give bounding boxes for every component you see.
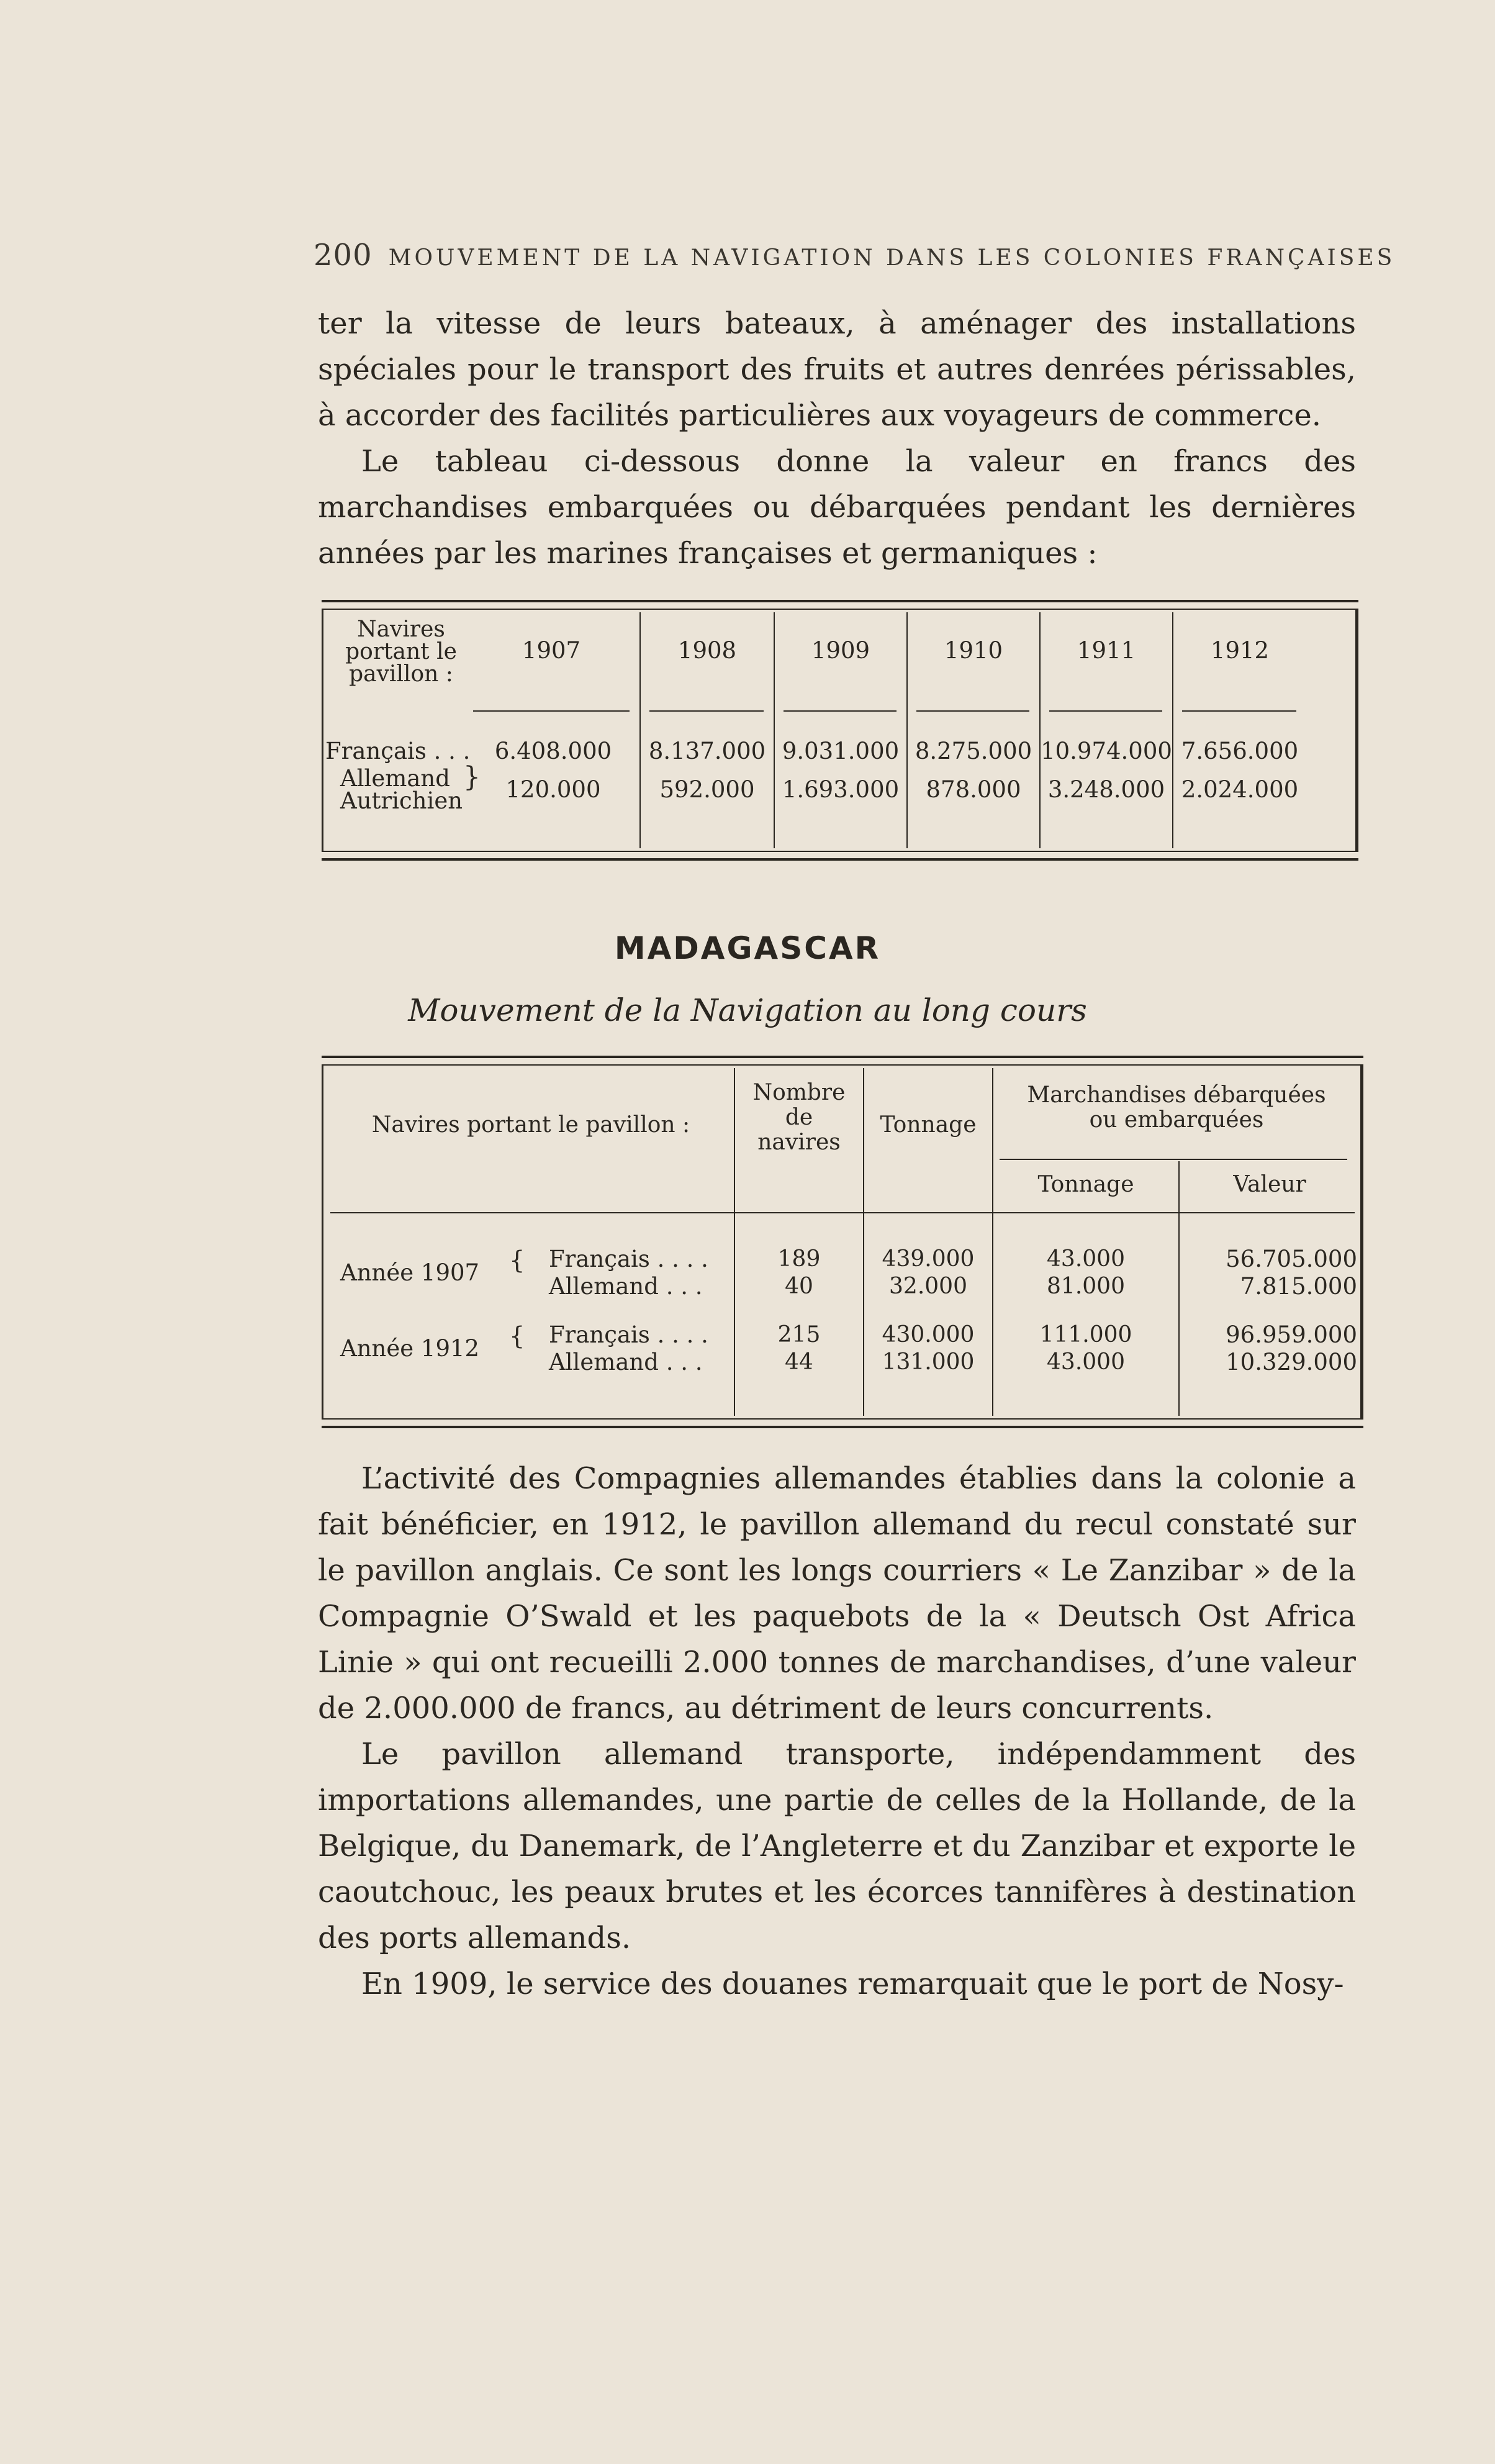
row-label-allemand: Allemand [340, 765, 450, 792]
table-cell: 8.275.000 [915, 738, 1032, 764]
header-underline [1182, 710, 1296, 712]
table-cell: 592.000 [659, 776, 755, 803]
flag-label: Allemand . . . [549, 1273, 703, 1300]
running-header [314, 238, 1396, 273]
table-cell: 6.408.000 [494, 738, 612, 764]
table-values-by-flag [322, 600, 1358, 861]
brace: { [509, 1322, 525, 1351]
page-number: 200 [314, 238, 373, 273]
header-nombre: de [785, 1105, 813, 1130]
table-cell: 120.000 [505, 776, 601, 803]
flag-label: Allemand . . . [549, 1349, 703, 1375]
section-title: MADAGASCAR [614, 930, 881, 966]
stub-header: Navires portant le pavillon : [345, 617, 457, 687]
table-rule-top [322, 1056, 1363, 1066]
table-border-left [322, 610, 323, 851]
year-header: 1911 [1077, 637, 1136, 664]
row-label-brace: } [463, 761, 481, 793]
running-title: MOUVEMENT DE LA NAVIGATION DANS LES COLONIES FRANÇAISES [388, 245, 1396, 271]
table-border-right [1360, 1066, 1363, 1418]
table-cell: 189 [777, 1246, 821, 1272]
table-cell: 40 [785, 1274, 813, 1299]
table-cell: 878.000 [926, 776, 1021, 803]
year-label: Année 1907 [340, 1259, 480, 1286]
header-nombre: navires [757, 1130, 841, 1155]
flag-label: Français . . . . [549, 1246, 708, 1272]
year-header: 1909 [811, 637, 870, 664]
header-underline [784, 710, 897, 712]
header-marchandises: Marchandises débarquées [1027, 1082, 1326, 1108]
table-cell: 3.248.000 [1047, 776, 1165, 803]
header-sub-valeur: Valeur [1233, 1172, 1306, 1197]
header-underline [649, 710, 764, 712]
paragraph-compagnies: L’activité des Compagnies allemandes établies dans la colonie a fait bénéficier, en 1912, le pavillon allemand du recul constaté sur le pavillon anglais. Ce sont les longs courriers « Le Zanzibar » de la Compagnie O’Swald et les paquebots de la « Deutsch Ost Africa Linie » qui ont recueilli 2.000 tonnes de marchandises, d’une valeur de 2.000.000 de francs, au détriment de leurs concurrents. [318, 1461, 1356, 1726]
table-cell: 439.000 [882, 1246, 975, 1272]
header-pavillon: Navires portant le pavillon : [371, 1112, 690, 1138]
table-cell: 7.656.000 [1181, 738, 1299, 764]
table-border-left [322, 1066, 323, 1418]
table-cell: 81.000 [1047, 1274, 1125, 1299]
header-nombre: Nombre [752, 1080, 846, 1105]
table-rule-bottom [322, 1418, 1363, 1428]
header-subrule [1000, 1159, 1347, 1160]
table-border-right [1355, 610, 1358, 851]
table-cell: 8.137.000 [648, 738, 766, 764]
row-label-francais: Français . . . [325, 738, 471, 764]
flag-label: Français . . . . [549, 1321, 708, 1348]
table-cell: 215 [777, 1322, 821, 1348]
table-rule-top [322, 600, 1358, 610]
section-subtitle: Mouvement de la Navigation au long cours [408, 992, 1087, 1028]
table-cell: 32.000 [889, 1274, 967, 1299]
paragraph-table-intro: Le tableau ci-dessous donne la valeur en francs des marchandises embarquées ou débarquées pendant les dernières années par les marines françaises et germaniques : [318, 444, 1356, 571]
table-cell: 7.815.000 [1240, 1273, 1357, 1300]
table-cell: 43.000 [1047, 1349, 1125, 1375]
header-underline [916, 710, 1029, 712]
table-cell: 2.024.000 [1181, 776, 1299, 803]
table-rule-bottom [322, 851, 1358, 861]
row-label-autrichien: Autrichien [340, 787, 463, 814]
year-label: Année 1912 [340, 1335, 480, 1362]
table-cell: 1.693.000 [782, 776, 900, 803]
paragraph-pavillon-allemand: Le pavillon allemand transporte, indépendamment des importations allemandes, une partie de celles de la Hollande, de la Belgique, du Danemark, de l’Angleterre et du Zanzibar et exporte le caoutchouc, les peaux brutes et les écorces tannifères à destination des ports allemands. [318, 1737, 1356, 1955]
table-cell: 10.329.000 [1226, 1349, 1357, 1375]
table-cell: 56.705.000 [1226, 1246, 1357, 1272]
header-tonnage: Tonnage [880, 1112, 977, 1138]
year-header: 1908 [677, 637, 737, 664]
header-sub-tonnage: Tonnage [1037, 1172, 1134, 1197]
year-header: 1910 [944, 637, 1003, 664]
header-bottom-rule [330, 1212, 1355, 1213]
table-madagascar-navigation [322, 1056, 1363, 1428]
table-cell: 10.974.000 [1041, 738, 1172, 764]
header-underline [473, 710, 630, 712]
paragraph-douanes: En 1909, le service des douanes remarquait que le port de Nosy- [361, 1967, 1344, 2001]
table-cell: 96.959.000 [1226, 1321, 1357, 1348]
table-cell: 111.000 [1039, 1322, 1132, 1348]
table-cell: 9.031.000 [782, 738, 900, 764]
paragraph-intro-continuation: ter la vitesse de leurs bateaux, à aménager des installations spéciales pour le transport des fruits et autres denrées périssables, à accorder des facilités particulières aux voyageurs de commerce. [318, 306, 1356, 433]
header-marchandises: ou embarquées [1089, 1107, 1264, 1133]
table-cell: 44 [785, 1349, 813, 1375]
table-cell: 131.000 [882, 1349, 975, 1375]
year-header: 1912 [1210, 637, 1270, 664]
table-cell: 43.000 [1047, 1246, 1125, 1272]
table-cell: 430.000 [882, 1322, 975, 1348]
header-underline [1049, 710, 1162, 712]
year-header: 1907 [522, 637, 581, 664]
brace: { [509, 1246, 525, 1275]
